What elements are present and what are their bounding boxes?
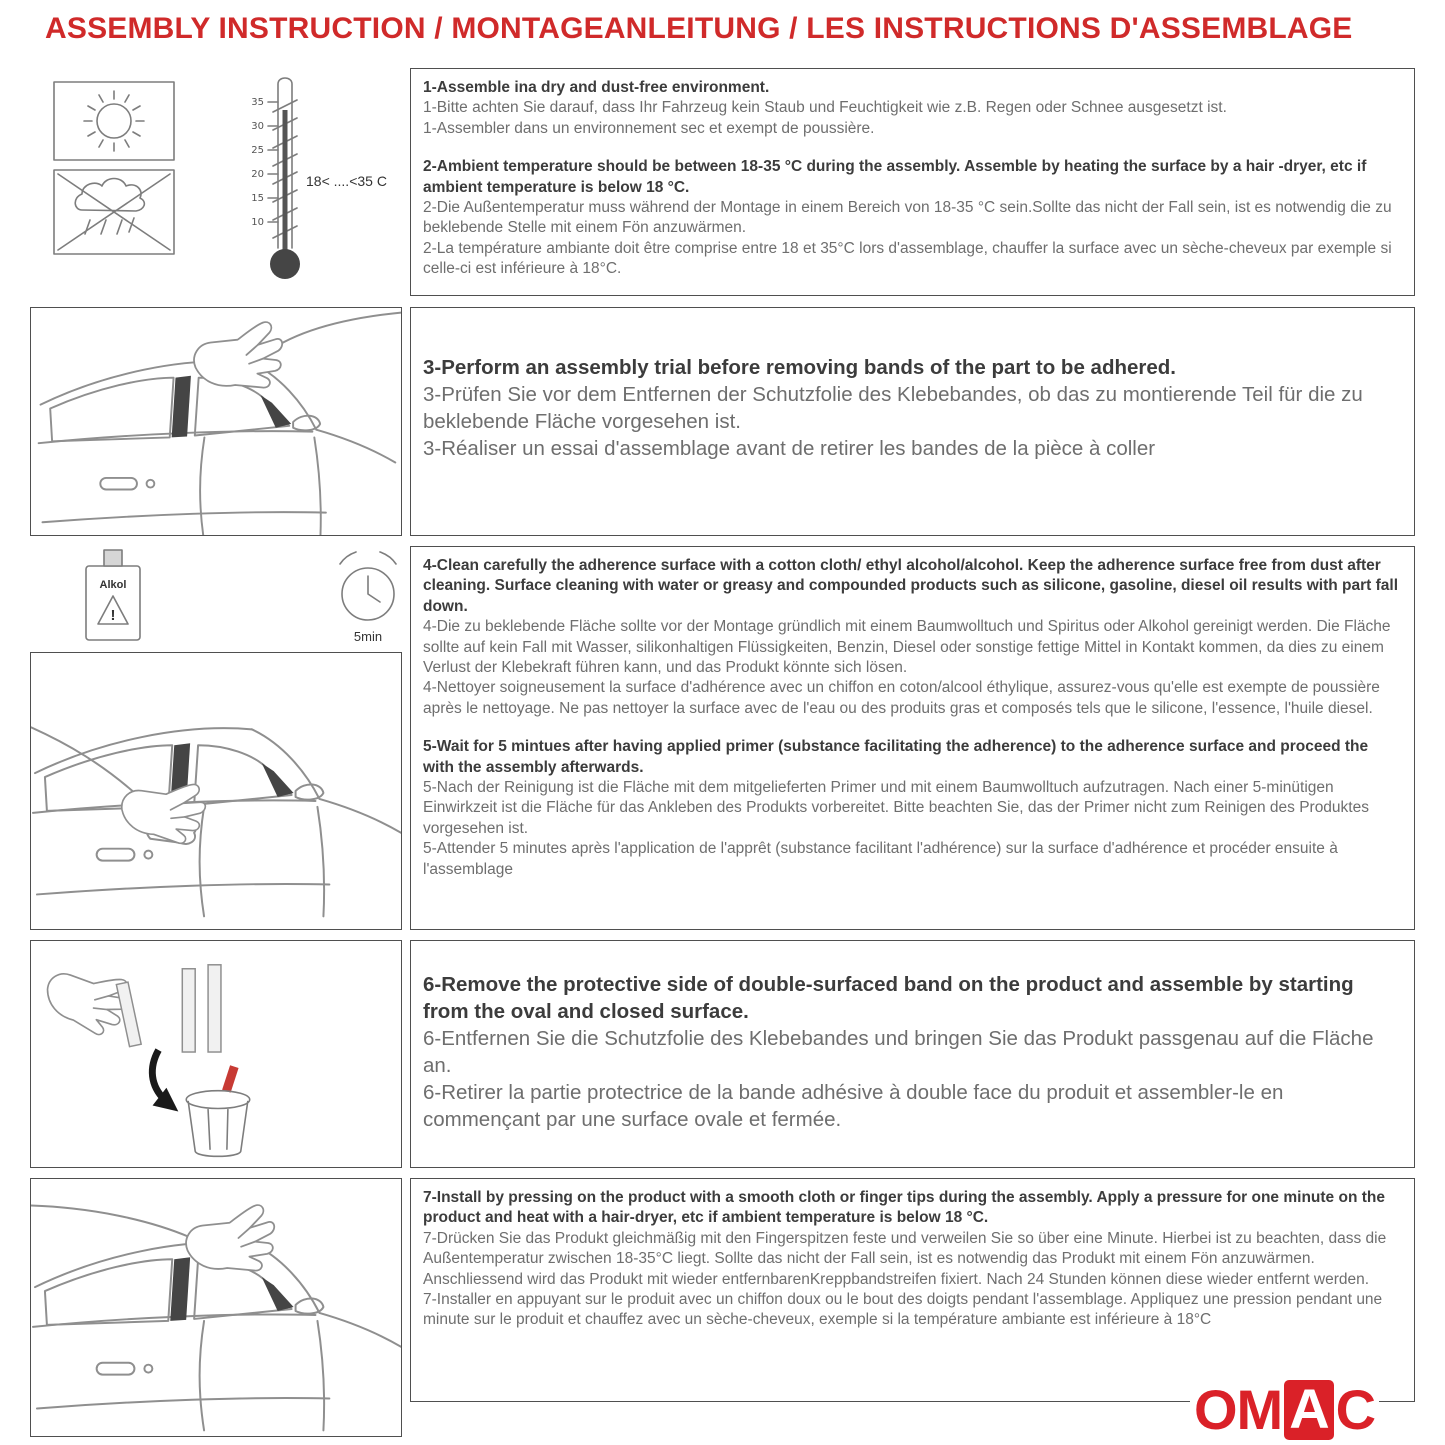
- step-1-text-de: 1-Bitte achten Sie darauf, dass Ihr Fahrzeug kein Staub und Feuchtigkeit wie z.B. Regen oder Schnee ausgesetzt ist.: [423, 99, 1227, 117]
- hand-on-pillar: [191, 321, 287, 395]
- step-2-text-en: 2-Ambient temperature should be between 18-35 °C during the assembly. Assemble by heating the surface by a hair -dryer, etc if ambient temperature is below 18 °C.: [423, 158, 1367, 196]
- car-trial-illustration: [30, 307, 402, 536]
- paragraph-spacer: [423, 139, 1400, 157]
- omac-logo: [1190, 1378, 1379, 1442]
- thermo-tick: 35: [251, 97, 264, 108]
- thermo-tick: 25: [251, 145, 264, 156]
- red-film-piece: [222, 1065, 238, 1092]
- step-3-text-de: 3-Prüfen Sie vor dem Entfernen der Schutzfolie des Klebebandes, ob das zu montierende Teil für die zu beklebende Fläche vorgesehen ist.: [423, 383, 1363, 433]
- step-7-text-de: 7-Drücken Sie das Produkt gleichmäßig mit den Fingerspitzen feste und verweilen Sie so über eine Minute. Hierbei ist zu beachten, dass die Außentemperatur zwischen 18-35°C liegt. Sollte das nicht der Fall sein, ist es notwendig das Produkt mit einem Fön anzuwärmen. Anschliessend wird das Produkt mit wieder entfernbarenKreppbandstreifen fixiert. Nach 24 Stunden können diese wieder entfernt werden.: [423, 1229, 1387, 1288]
- step-7-text-fr: 7-Installer en appuyant sur le produit avec un chiffon doux ou le bout des doigts pendant l'assemblage. Appliquez une pression pendant une minute sur le produit et chauffez avec un sèche-cheveux, exemple si la température ambiante est inférieure à 18°C: [423, 1291, 1383, 1329]
- warning-mark: !: [110, 607, 116, 624]
- step-1-text-en: 1-Assemble ina dry and dust-free environment.: [423, 79, 770, 96]
- car-install-sketch: [31, 1179, 401, 1436]
- arrow-down-icon: [152, 1050, 178, 1111]
- step-2-text-de: 2-Die Außentemperatur muss während der Montage in einem Bereich von 18-35 °C sein.Sollte das nicht der Fall sein, ist es notwendig die zu beklebende Stelle mit einem Fön anzuwärmen.: [423, 199, 1392, 237]
- step-2-text-fr: 2-La température ambiante doit être comprise entre 18 et 35°C lors d'assemblage, chauffer la surface avec un sèche-cheveux par exemple si celle-ci est inférieure à 18°C.: [423, 239, 1392, 278]
- logo-letter-a: A: [1284, 1380, 1333, 1440]
- alcohol-bottle-icon: [86, 550, 140, 640]
- step-1-2-text-box: [410, 68, 1415, 296]
- step-4-text-fr: 4-Nettoyer soigneusement la surface d'adhérence avec un chiffon en coton/alcool éthylique, assurez-vous qu'elle est exempte de poussière après le nettoyage. Ne pas nettoyer la surface avec de l'eau ou des produits gras et composés tels que le silicone, l'essence, l'huile diesel.: [423, 679, 1380, 717]
- step-4-text-en: 4-Clean carefully the adherence surface with a cotton cloth/ ethyl alcohol/alcohol. Keep the adherence surface free from dust after cleaning. Surface cleaning with water or greasy and compounded products such as silicone, gasoline, diesel oil results with part fall down.: [423, 557, 1399, 615]
- sun-icon: [54, 82, 174, 160]
- step-7-text-box: [410, 1178, 1415, 1402]
- clock-icon: [340, 552, 396, 644]
- car-cleaning-sketch: [31, 653, 401, 929]
- arm-sketch: [262, 313, 401, 357]
- step-6-text-box: [410, 940, 1415, 1168]
- logo-letters-om: OM: [1194, 1378, 1283, 1441]
- step-1-text-fr: 1-Assembler dans un environnement sec et exempt de poussière.: [423, 119, 875, 137]
- environment-icons: [30, 68, 402, 296]
- step-4-5-text-box: [410, 546, 1415, 930]
- step-6-text-fr: 6-Retirer la partie protectrice de la bande adhésive à double face du produit et assembler-le en commençant par une surface ovale et fermée.: [423, 1081, 1284, 1131]
- trash-can-icon: [186, 1091, 249, 1157]
- dry-environment-illustration: [30, 68, 402, 296]
- car-cleaning-illustration: [30, 652, 402, 930]
- step-5-text-en: 5-Wait for 5 mintues after having applied primer (substance facilitating the adherence) to the adherence surface and proceed the with the assembly afterwards.: [423, 738, 1369, 776]
- arm-sketch: [31, 1206, 190, 1238]
- thermometer-icon: [251, 78, 387, 279]
- thermo-tick: 10: [251, 217, 264, 228]
- car-install-illustration: [30, 1178, 402, 1437]
- warning-triangle-icon: [98, 596, 128, 624]
- no-rain-icon: [54, 170, 174, 254]
- tape-removal-sketch: [31, 941, 401, 1167]
- step-7-text-en: 7-Install by pressing on the product with a smooth cloth or finger tips during the assembly. Apply a pressure for one minute on the product and heat with a hair-dryer, etc if ambient temperature is below 18 °C.: [423, 1189, 1385, 1227]
- car-trial-sketch: [31, 308, 401, 535]
- temperature-range-label: 18< ....<35 C: [306, 173, 387, 189]
- page-title: ASSEMBLY INSTRUCTION / MONTAGEANLEITUNG / LES INSTRUCTIONS D'ASSEMBLAGE: [45, 12, 1353, 45]
- step-3-text-box: [410, 307, 1415, 536]
- tape-removal-illustration: [30, 940, 402, 1168]
- step-3-text-fr: 3-Réaliser un essai d'assemblage avant de retirer les bandes de la pièce à coller: [423, 437, 1156, 460]
- cleaning-supplies-illustration: [30, 546, 402, 646]
- step-3-text-en: 3-Perform an assembly trial before removing bands of the part to be adhered.: [423, 356, 1176, 379]
- paragraph-spacer: [423, 719, 1400, 737]
- thermo-tick: 15: [251, 193, 264, 204]
- step-6-text-de: 6-Entfernen Sie die Schutzfolie des Klebebandes und bringen Sie das Produkt passgenau auf die Fläche an.: [423, 1027, 1374, 1077]
- arm-sketch: [31, 727, 132, 791]
- thermo-tick: 20: [251, 169, 264, 180]
- step-5-text-fr: 5-Attender 5 minutes après l'application de l'apprêt (substance facilitant l'adhérence) sur la surface d'adhérence et procéder ensuite à l'assemblage: [423, 840, 1338, 878]
- logo-letter-c: C: [1335, 1378, 1376, 1441]
- adhesive-strips: [116, 965, 221, 1052]
- bottle-label: Alkol: [99, 579, 127, 591]
- thermo-tick: 30: [251, 121, 264, 132]
- step-5-text-de: 5-Nach der Reinigung ist die Fläche mit dem mitgelieferten Primer und mit einem Baumwolltuch aufzutragen. Nach einer 5-minütigen Einwirkzeit ist die Fläche für das Ankleben des Produkts vorbereitet. Bitte beachten Sie, das der Primer nicht zum Reinigen des Produktes vorgesehen ist.: [423, 779, 1369, 837]
- cleaning-icons: [30, 546, 402, 646]
- step-6-text-en: 6-Remove the protective side of double-surfaced band on the product and assemble by starting from the oval and closed surface.: [423, 973, 1354, 1023]
- clock-label: 5min: [353, 629, 383, 644]
- step-4-text-de: 4-Die zu beklebende Fläche sollte vor der Montage gründlich mit einem Baumwolltuch und Spiritus oder Alkohol gereinigt werden. Die Fläche sollte auf kein Fall mit Wasser, silikonhaltigen Flüssigkeiten, Benzin, Diesel oder sonstige fettige Mittel in Kontakt kommen, da dies zu einem Verlust der Klebekraft führen kann, und das Produkt könnte sich lösen.: [423, 618, 1391, 677]
